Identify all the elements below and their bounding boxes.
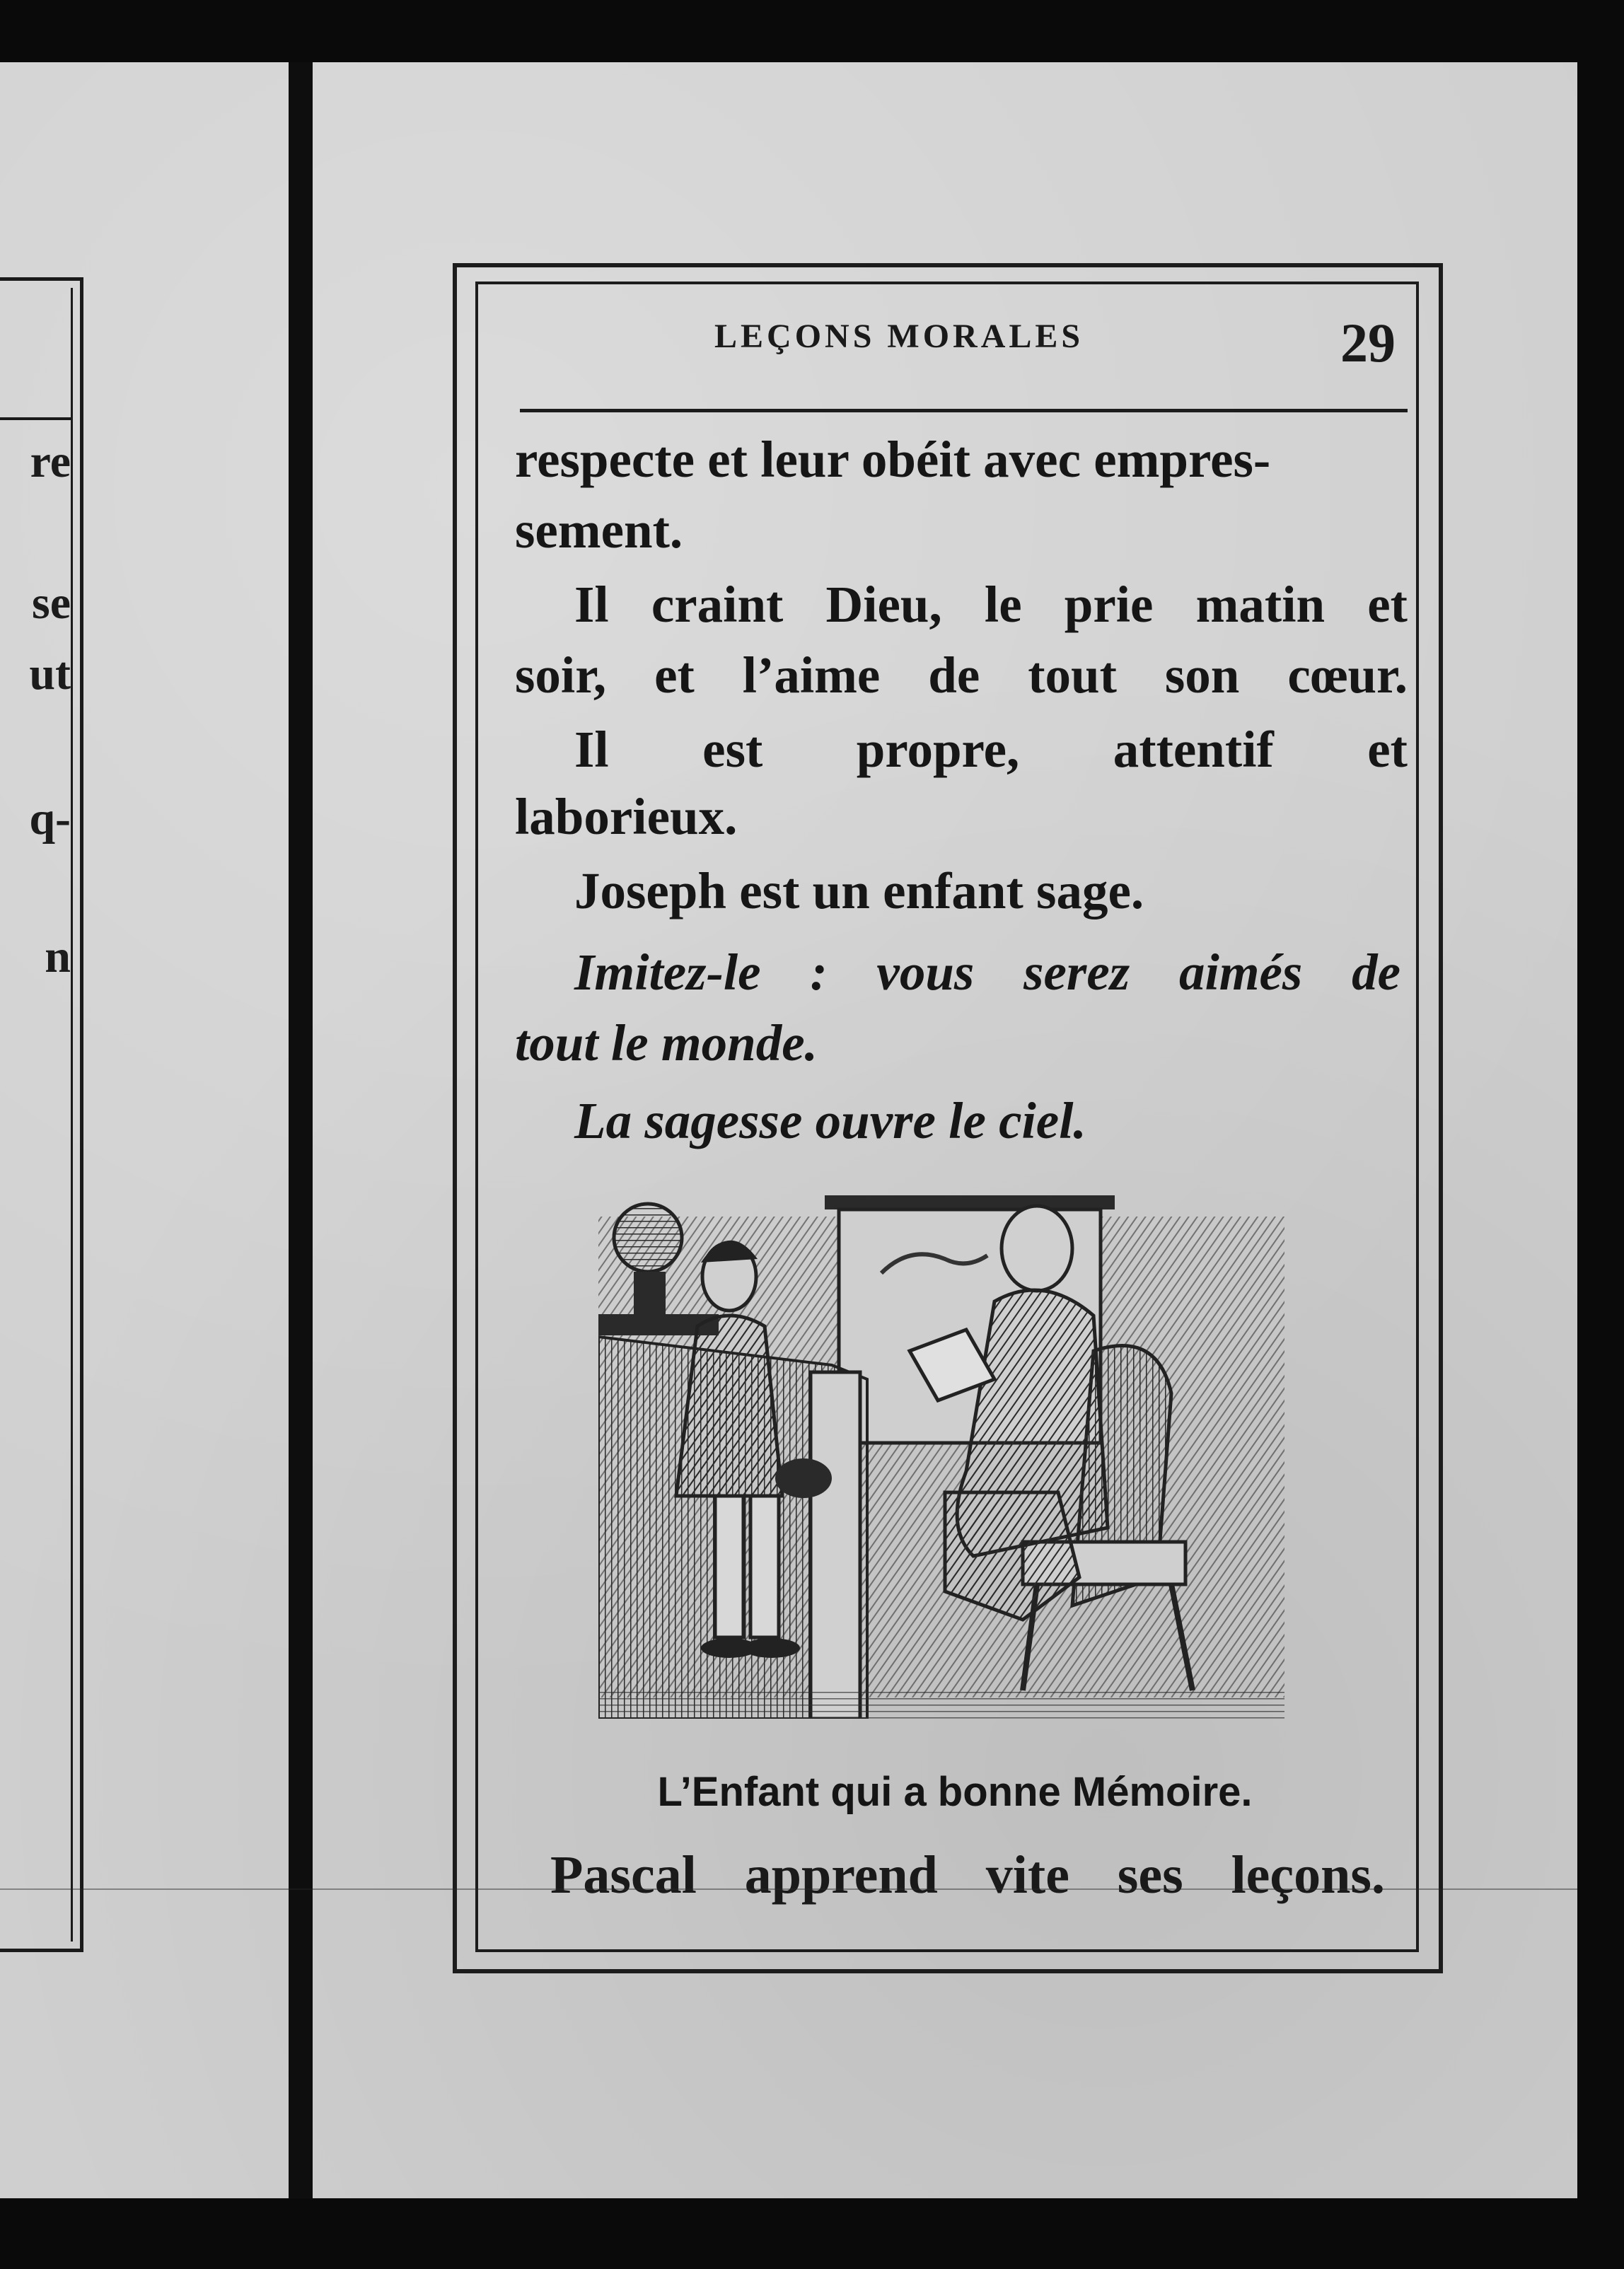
moral-line: Imitez-le : vous serez aimés de <box>574 944 1400 1001</box>
left-page-fragment: n <box>45 931 71 982</box>
moral-line: tout le monde. <box>515 1014 818 1072</box>
moral-line: La sagesse ouvre le ciel. <box>574 1092 1086 1149</box>
header-rule <box>520 409 1408 412</box>
left-page-frame <box>0 277 83 1952</box>
body-line: Il craint Dieu, le prie matin et <box>574 576 1408 633</box>
running-head: LEÇONS MORALES <box>714 318 1084 355</box>
left-page-fragment: se <box>32 577 71 629</box>
body-line: Joseph est un enfant sage. <box>574 862 1144 919</box>
engraving-boy-and-teacher-icon <box>598 1195 1284 1719</box>
body-line: respecte et leur obéit avec empres- <box>515 431 1271 488</box>
left-page-fragment: re <box>30 436 71 487</box>
body-line: sement. <box>515 501 683 559</box>
left-page-rule <box>0 417 72 420</box>
illustration-caption: L’Enfant qui a bonne Mémoire. <box>657 1769 1253 1815</box>
page-number: 29 <box>1340 312 1396 373</box>
left-page-fragment: q- <box>29 793 71 845</box>
body-line: Il est propre, attentif et <box>574 721 1408 778</box>
scan-artifact-line <box>0 1888 1577 1890</box>
left-page-fragment: ut <box>29 648 71 700</box>
book-gutter <box>289 62 313 2198</box>
body-line: soir, et l’aime de tout son cœur. <box>515 646 1408 704</box>
body-line: laborieux. <box>515 788 738 845</box>
next-lesson-line: Pascal apprend vite ses leçons. <box>550 1845 1385 1905</box>
